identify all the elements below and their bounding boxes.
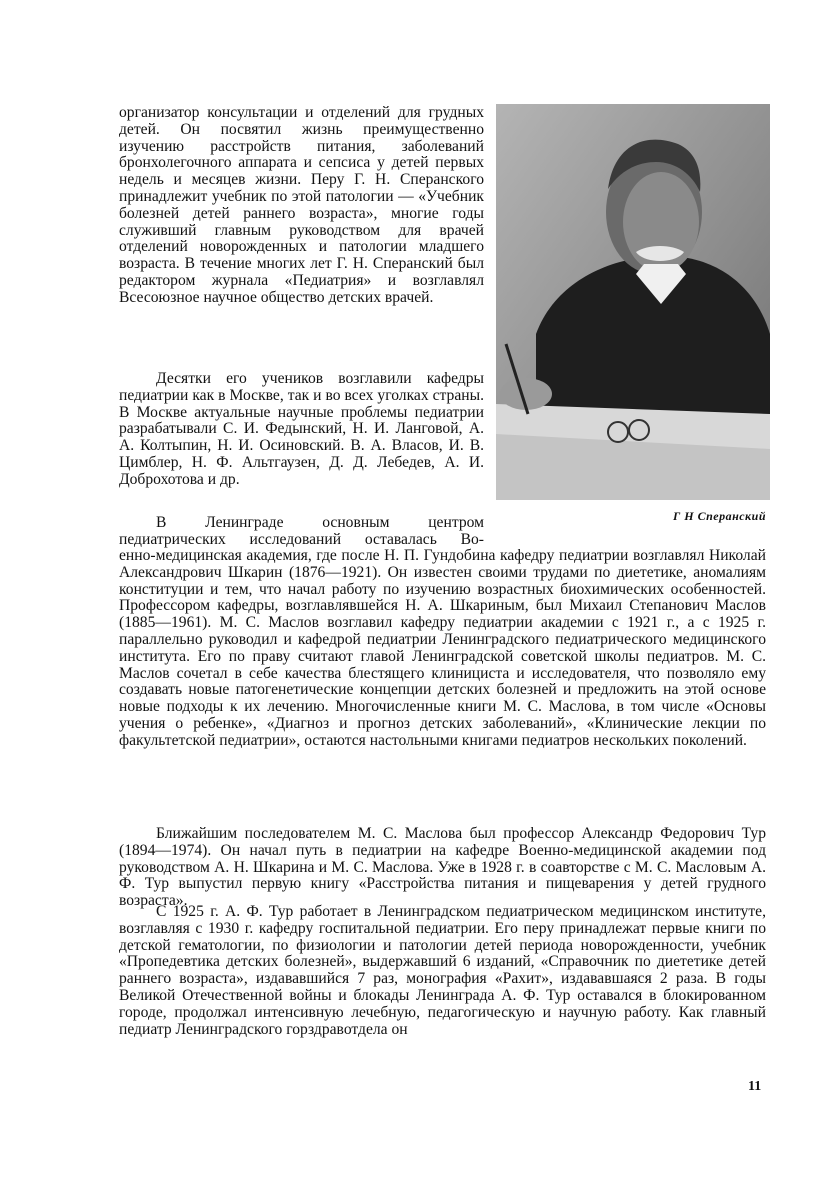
portrait-image — [496, 104, 770, 500]
paragraph-2: Десятки его учеников возглавили кафедры педиатрии как в Москве, так и во всех уголках страны. В Москве актуальные научные проблемы педиатрии разрабатывали С. И. Федынский, Н. И. Ланговой, А. А. Колтыпин, Н. И. Осиновский. В. А. Власов, И. В. Цимблер, Н. Ф. Альтгаузен, Д. Д. Лебедев, А. И. Доброхотова и др. — [119, 370, 484, 488]
paragraph-5: С 1925 г. А. Ф. Тур работает в Ленинградском педиатрическом медицинском институте, возглавляя с 1930 г. кафедру госпитальной педиатрии. Его перу принадлежат первые книги по детской гематологии, по физиологии и патологии детей периода новорожденности, учебник «Пропедевтика детских болезней», выдержавший 6 изданий, «Справочник по диететике детей раннего возраста», издававшийся 7 раз, монография «Рахит», издававшаяся 2 раза. В годы Великой Отечественной войны и блокады Ленинграда А. Ф. Тур оставался в блокированном городе, продолжал интенсивную лечебную, педагогическую и научную работу. Как главный педиатр Ленинградского горздравотдела он — [119, 903, 766, 1038]
paragraph-1: организатор консультации и отделений для грудных детей. Он посвятил жизнь преимущественно изучению расстройств питания, заболеваний бронхолегочного аппарата и сепсиса у детей первых недель и месяцев жизни. Перу Г. Н. Сперанского принадлежит учебник по этой патологии — «Учебник болезней детей раннего возраста», многие годы служивший главным руководством для врачей отделений новорожденных и патологии младшего возраста. В течение многих лет Г. Н. Сперанский был редактором журнала «Педиатрия» и возглавлял Всесоюзное научное общество детских врачей. — [119, 104, 484, 306]
photo-caption: Г Н Сперанский — [672, 509, 766, 523]
portrait-photo — [496, 104, 770, 500]
paragraph-3-continued: енно-медицинская академия, где после Н. П. Гундобина кафедру педиатрии возглавлял Николай Александрович Шкарин (1876—1921). Он известен своими трудами по диететике, аномалиям конституции и тем, что начал работу по изучению возрастных биохимических особенностей. Профессором кафедры, возглавлявшейся Н. А. Шкариным, был Михаил Степанович Маслов (1885—1961). М. С. Маслов возглавил кафедру педиатрии академии с 1921 г., а с 1925 г. параллельно руководил и кафедрой педиатрии Ленинградского педиатрического медицинского института. Его по праву считают главой Ленинградской советской школы педиатров. М. С. Маслов сочетал в себе качества блестящего клинициста и исследователя, что позволяло ему создавать новые патогенетические концепции детских болезней и предложить на этой основе новые подходы к их лечению. Многочисленные книги М. С. Маслова, в том числе «Основы учения о ребенке», «Диагноз и прогноз детских заболеваний», «Клинические лекции по факультетской педиатрии», остаются настольными книгами педиатров нескольких поколений. — [119, 547, 766, 749]
paragraph-4: Ближайшим последователем М. С. Маслова был профессор Александр Федорович Тур (1894—1974). Он начал путь в педиатрии на кафедре Военно-медицинской академии под руководством А. Н. Шкарина и М. С. Маслова. Уже в 1928 г. в соавторстве с М. С. Масловым А. Ф. Тур выпустил первую книгу «Расстройства питания и пищеварения у детей грудного возраста». — [119, 825, 766, 910]
page-number: 11 — [748, 1079, 762, 1094]
paragraph-3-start: В Ленинграде основным центром педиатрических исследований оставалась Во- — [119, 514, 484, 548]
